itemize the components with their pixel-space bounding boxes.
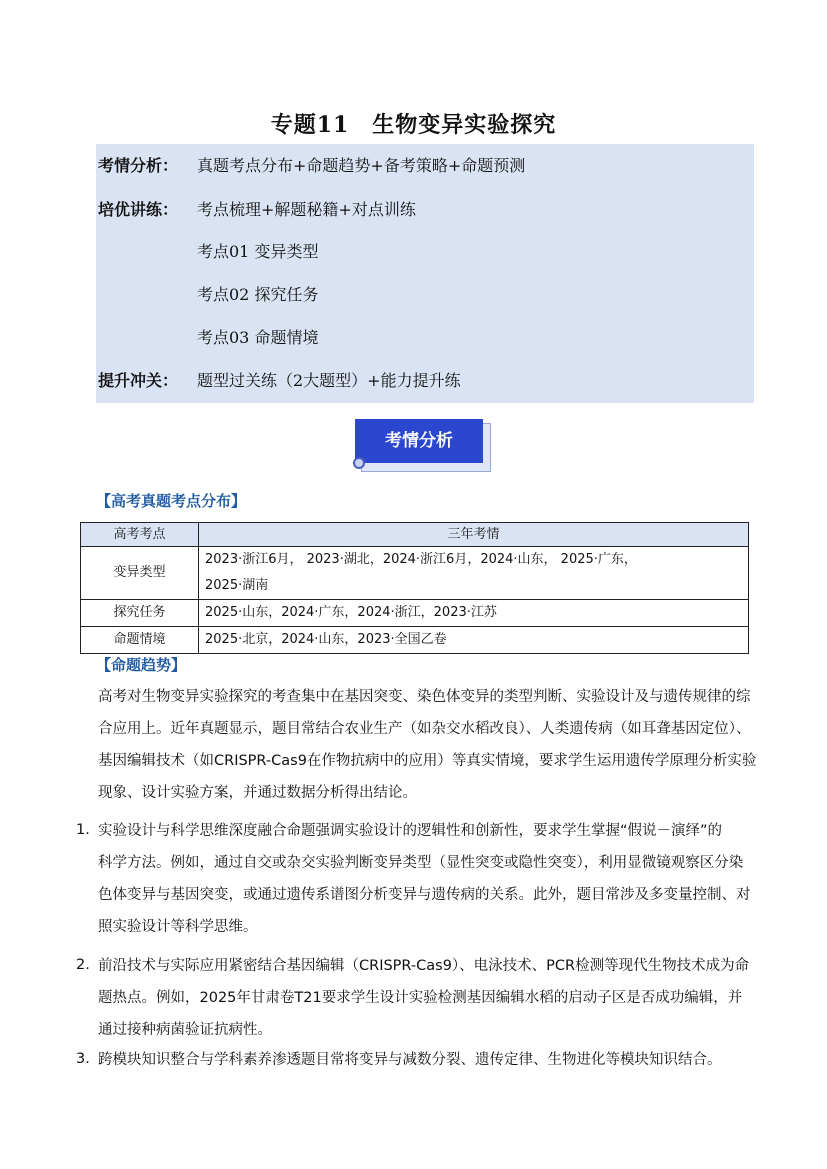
section-badge: 考情分析 bbox=[355, 419, 489, 471]
intro-paragraph: 高考对生物变异实验探究的考查集中在基因突变、染色体变异的类型判断、实验设计及与遗传规律的综 合应用上。近年真题显示，题目常结合农业生产（如杂交水稻改良）、人类遗传病（如耳聋基因定位）、 基因编辑技术（如CRISPR-Cas9在作物抗病中的应用）等真实情境，要求学生运用遗传学原理分析实验 现象、设计实验方案，并通过数据分析得出结论。 bbox=[98, 689, 757, 801]
section-heading: 【高考真题考点分布】 bbox=[96, 492, 247, 510]
list-item: 跨模块知识整合与学科素养渗透题目常将变异与减数分裂、遗传定律、生物进化等模块知识结合。 bbox=[98, 1052, 722, 1068]
table-row: 变异类型 2023·浙江6月， 2023·湖北，2024·浙江6月，2024·山东， 2025·广东， 2025·湖南 bbox=[81, 547, 749, 600]
table-header-row: 高考考点 三年考情 bbox=[81, 523, 749, 547]
overview-box: 考情分析： 真题考点分布+命题趋势+备考策略+命题预测 培优讲练： 考点梳理+解题秘籍+对点训练 考点01 变异类型 考点02 探究任务 考点03 命题情境 提升冲关： 题型过关练（2大题型）+能力提升练 bbox=[96, 144, 754, 403]
dot-icon bbox=[353, 457, 365, 469]
exam-table bbox=[80, 522, 749, 654]
list-item: 前沿技术与实际应用紧密结合基因编辑（CRISPR-Cas9）、电泳技术、PCR检测等现代生物技术成为命 题热点。例如，2025年甘肃卷T21要求学生设计实验检测基因编辑水稻的启动子区是否成功编辑，并 通过接种病菌验证抗病性。 bbox=[98, 958, 750, 1038]
table-row: 探究任务 2025·山东，2024·广东，2024·浙江，2023·江苏 bbox=[81, 600, 749, 627]
list-number: 2. bbox=[76, 957, 90, 973]
table-row: 命题情境 2025·北京，2024·山东，2023·全国乙卷 bbox=[81, 627, 749, 654]
page-title: 专题11 生物变异实验探究 bbox=[270, 112, 557, 138]
list-item: 实验设计与科学思维深度融合命题强调实验设计的逻辑性和创新性，要求学生掌握“假说－演绎”的 科学方法。例如，通过自交或杂交实验判断变异类型（显性突变或隐性突变），利用显微镜观察区分染 色体变异与基因突变，或通过遗传系谱图分析变异与遗传病的关系。此外，题目常涉及多变量控制、对 照实验设计等科学思维。 bbox=[98, 823, 751, 935]
list-number: 1. bbox=[76, 822, 90, 838]
section-heading: 【命题趋势】 bbox=[96, 656, 187, 674]
list-number: 3. bbox=[76, 1051, 90, 1067]
